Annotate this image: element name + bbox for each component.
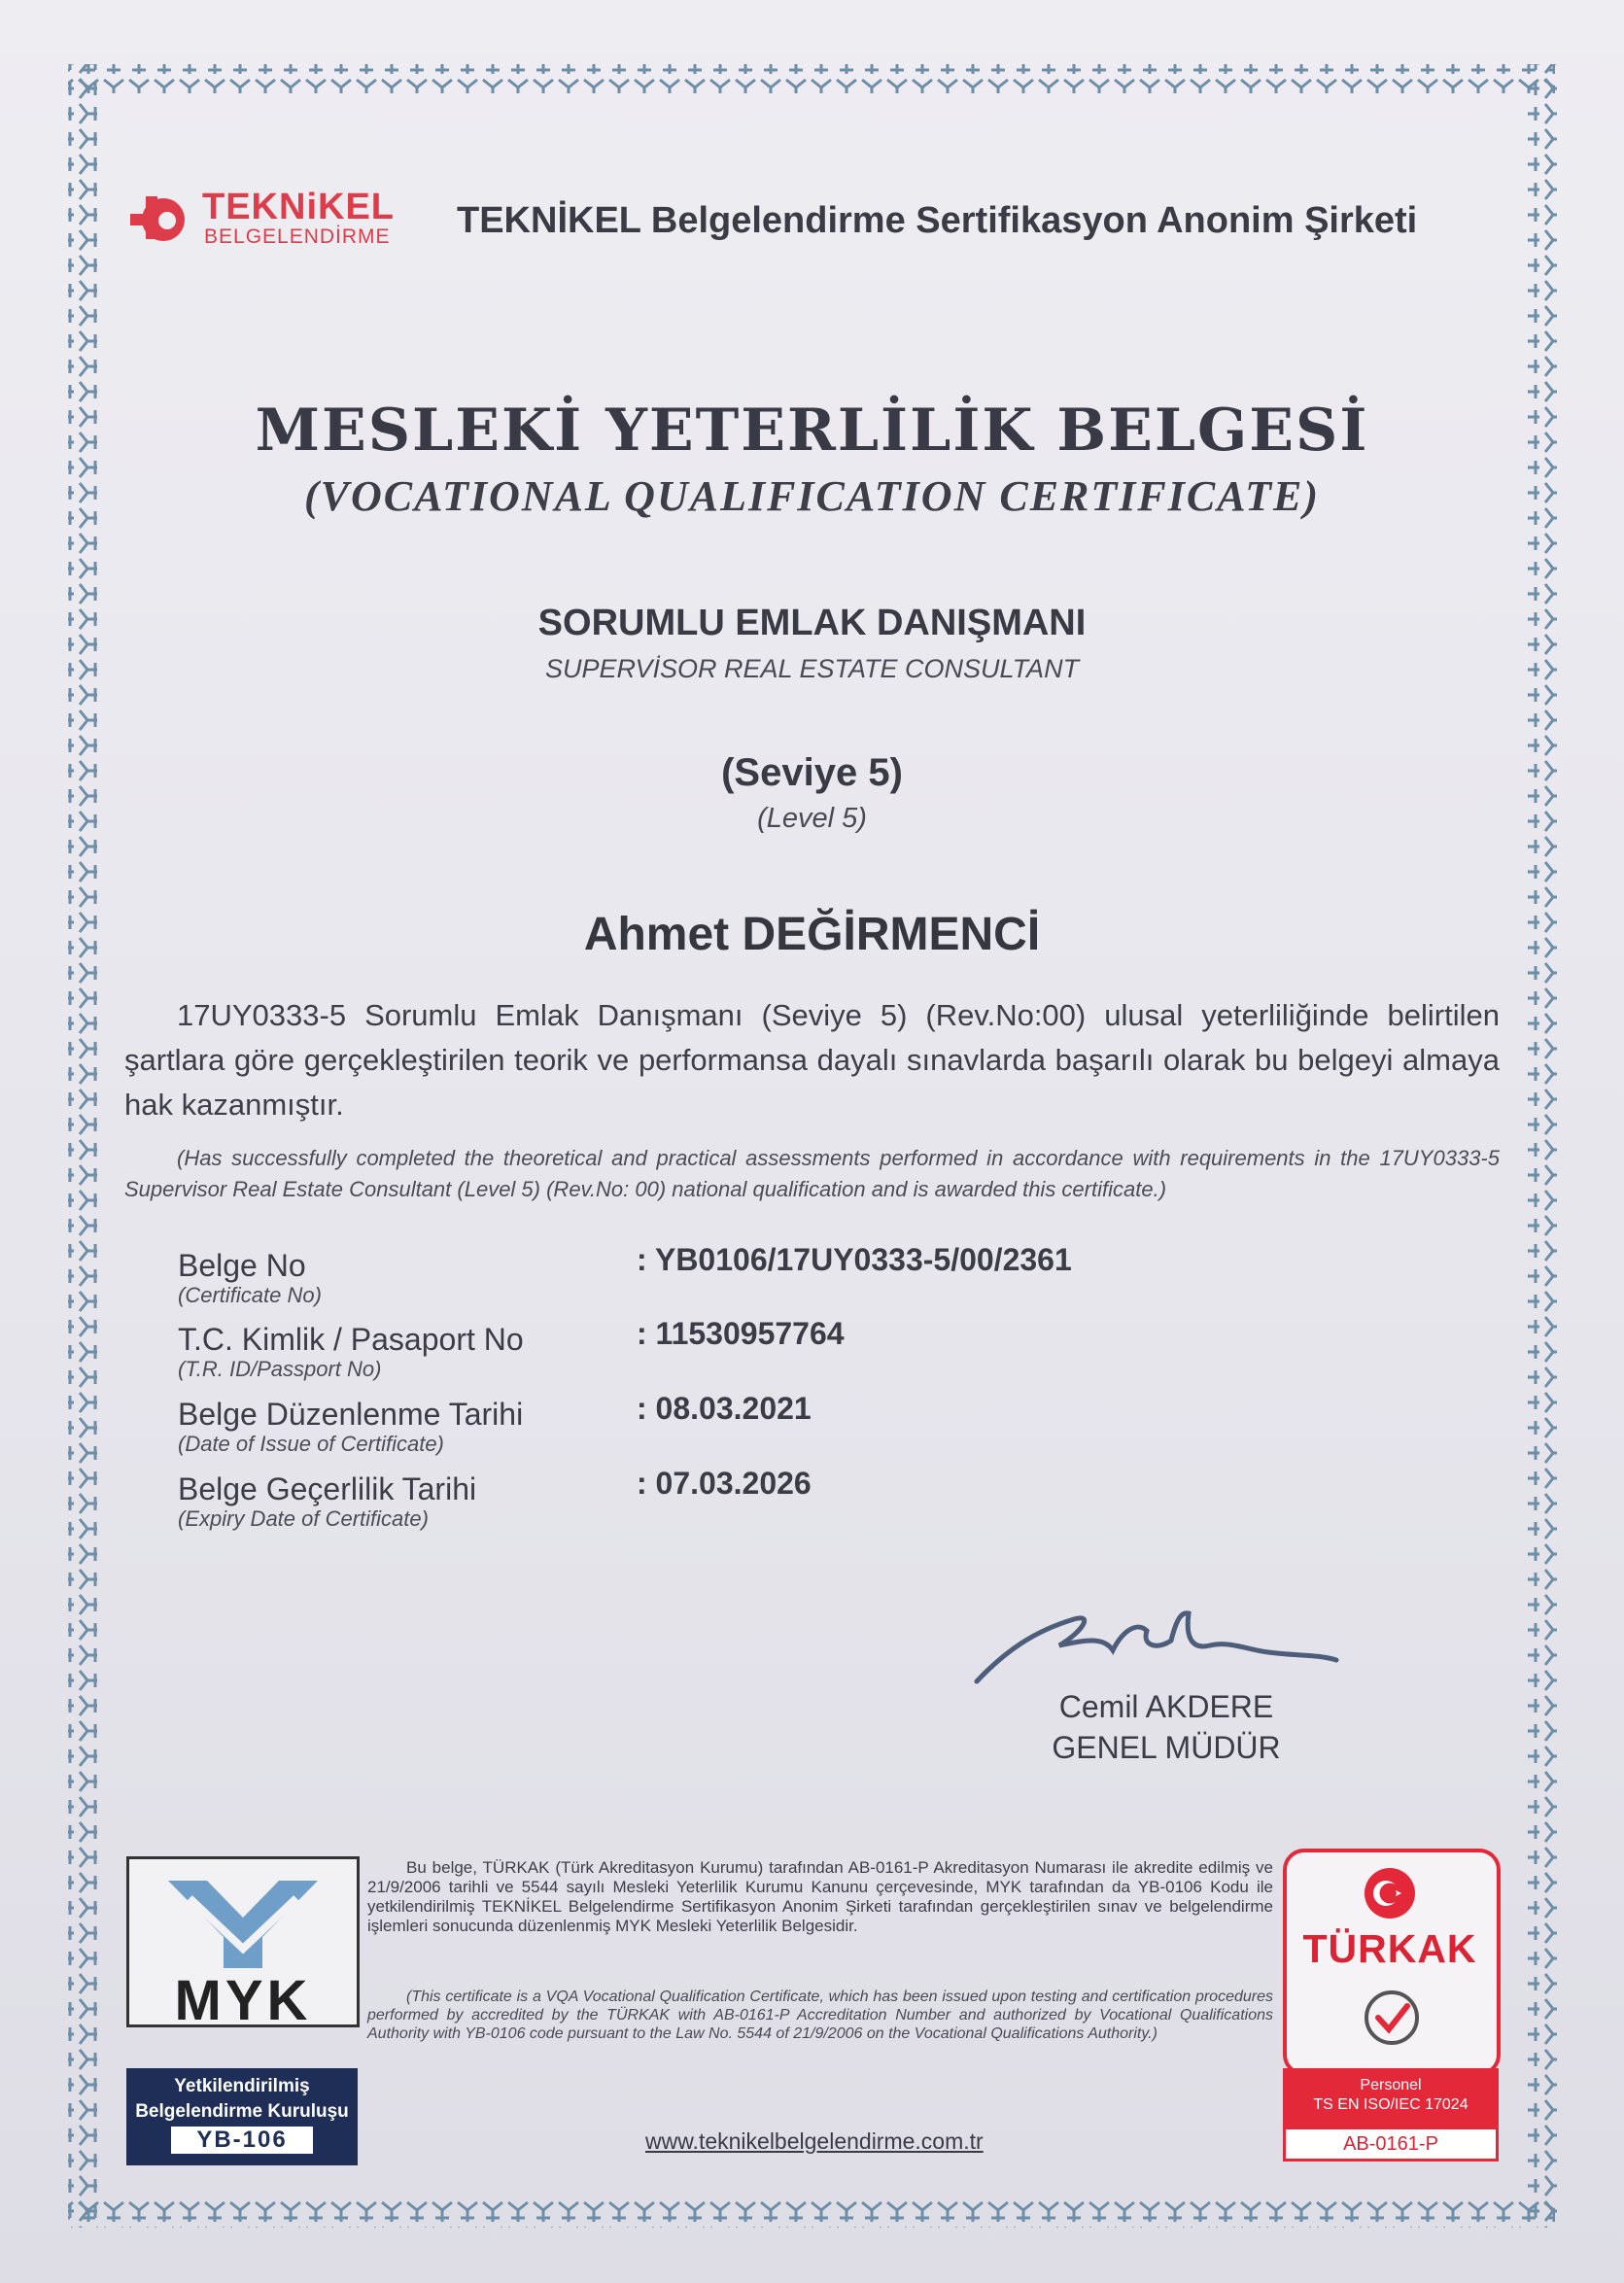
qualification-name-en: SUPERVİSOR REAL ESTATE CONSULTANT bbox=[544, 654, 1080, 683]
statement-text: 17UY0333-5 Sorumlu Emlak Danışmanı (Seviye 5) (Rev.No:00) ulusal yeterliliğinde belirtilen şartlara göre gerçekleştirilen teorik ve performansa dayalı sınavlarda başarılı olarak bu belgeyi almaya hak kazanmıştır. bbox=[124, 998, 1500, 1122]
website-link[interactable]: www.teknikelbelgelendirme.com.tr bbox=[645, 2128, 984, 2154]
expiry-date-label-en: (Expiry Date of Certificate) bbox=[178, 1506, 429, 1531]
turkak-scope-line2: TS EN ISO/IEC 17024 bbox=[1313, 2096, 1469, 2113]
issue-date-value: : 08.03.2021 bbox=[637, 1391, 812, 1426]
holder-name: Ahmet DEĞİRMENCİ bbox=[583, 909, 1041, 960]
myk-logo-text: MYK bbox=[174, 1969, 312, 2032]
issue-date-label: Belge Düzenlenme Tarihi bbox=[178, 1397, 524, 1432]
qualification-level-en: (Level 5) bbox=[757, 803, 867, 834]
myk-badge-line2: Belgelendirme Kuruluşu bbox=[135, 2101, 349, 2122]
myk-logo bbox=[126, 1856, 360, 2032]
signatory-name: Cemil AKDERE bbox=[1058, 1689, 1274, 1724]
issue-date-label-en: (Date of Issue of Certificate) bbox=[178, 1432, 444, 1456]
statement-text-en: (Has successfully completed the theoretical and practical assessments performed in accordance with requirements in the 17UY0333-5 Supervisor Real Estate Consultant (Level 5) (Rev.No: 00) national qualification and is awarded this certificate.) bbox=[124, 1146, 1500, 1201]
expiry-date-value: : 07.03.2026 bbox=[637, 1466, 812, 1501]
accreditation-note-en: (This certificate is a VQA Vocational Qualification Certificate, which has been issued upon testing and certification procedures performed by accredited by the TÜRKAK with AB-0161-P Accreditation Number and authorized by Vocational Qualifications Authority with YB-0106 code pursuant to the Law No. 5544 of 21/9/2006 on the Vocational Qualifications Authority.) bbox=[367, 1989, 1273, 2042]
id-no-label: T.C. Kimlik / Pasaport No bbox=[178, 1322, 524, 1357]
check-icon bbox=[1363, 1989, 1421, 2047]
expiry-date-label: Belge Geçerlilik Tarihi bbox=[178, 1471, 477, 1506]
certificate-no-value: : YB0106/17UY0333-5/00/2361 bbox=[637, 1242, 1072, 1277]
certificate-no-label-en: (Certificate No) bbox=[178, 1283, 322, 1307]
accreditation-note: Bu belge, TÜRKAK (Türk Akreditasyon Kurumu) tarafından AB-0161-P Akreditasyon Numarası ile akredite edilmiş ve 21/9/2006 tarihli ve 5544 sayılı Mesleki Yeterlilik Kurumu Kanunu çerçevesinde, MYK tarafından da YB-0106 Kodu ile yetkilendirilmiş TEKNİKEL Belgelendirme Sertifikasyon Anonim Şirketi tarafından gerçekleştirilen sınav ve belgelendirme işlemleri sonucunda düzenlenmiş MYK Mesleki Yeterlilik Belgesidir. bbox=[367, 1858, 1273, 1935]
certificate-title: MESLEKİ YETERLİLİK BELGESİ bbox=[255, 397, 1369, 465]
turkak-accreditation-code: AB-0161-P bbox=[1283, 2127, 1499, 2162]
qualification-level: (Seviye 5) bbox=[721, 751, 903, 794]
certificate-subtitle: (VOCATIONAL QUALIFICATION CERTIFICATE) bbox=[303, 472, 1321, 520]
logo-wordmark: TEKNiKEL bbox=[202, 187, 395, 227]
signatory-title: GENEL MÜDÜR bbox=[1052, 1730, 1281, 1765]
turkak-scope-badge bbox=[1283, 2068, 1499, 2127]
turkak-wordmark: TÜRKAK bbox=[1302, 1926, 1477, 1971]
myk-code: YB-106 bbox=[171, 2127, 313, 2154]
myk-badge-line1: Yetkilendirilmiş bbox=[174, 2076, 310, 2096]
logo-subtext: BELGELENDİRME bbox=[204, 225, 391, 248]
teknikel-logo-icon bbox=[124, 190, 192, 245]
id-no-value: : 11530957764 bbox=[637, 1316, 845, 1351]
signature bbox=[967, 1592, 1346, 1699]
id-no-label-en: (T.R. ID/Passport No) bbox=[178, 1357, 382, 1381]
myk-authorization-badge bbox=[126, 2068, 358, 2165]
certificate-no-label: Belge No bbox=[178, 1248, 306, 1283]
company-name: TEKNİKEL Belgelendirme Sertifikasyon Anonim Şirketi bbox=[457, 200, 1418, 241]
turkak-scope-line1: Personel bbox=[1360, 2077, 1422, 2093]
turkish-flag-icon bbox=[1363, 1866, 1417, 1920]
qualification-name: SORUMLU EMLAK DANIŞMANI bbox=[537, 603, 1087, 643]
